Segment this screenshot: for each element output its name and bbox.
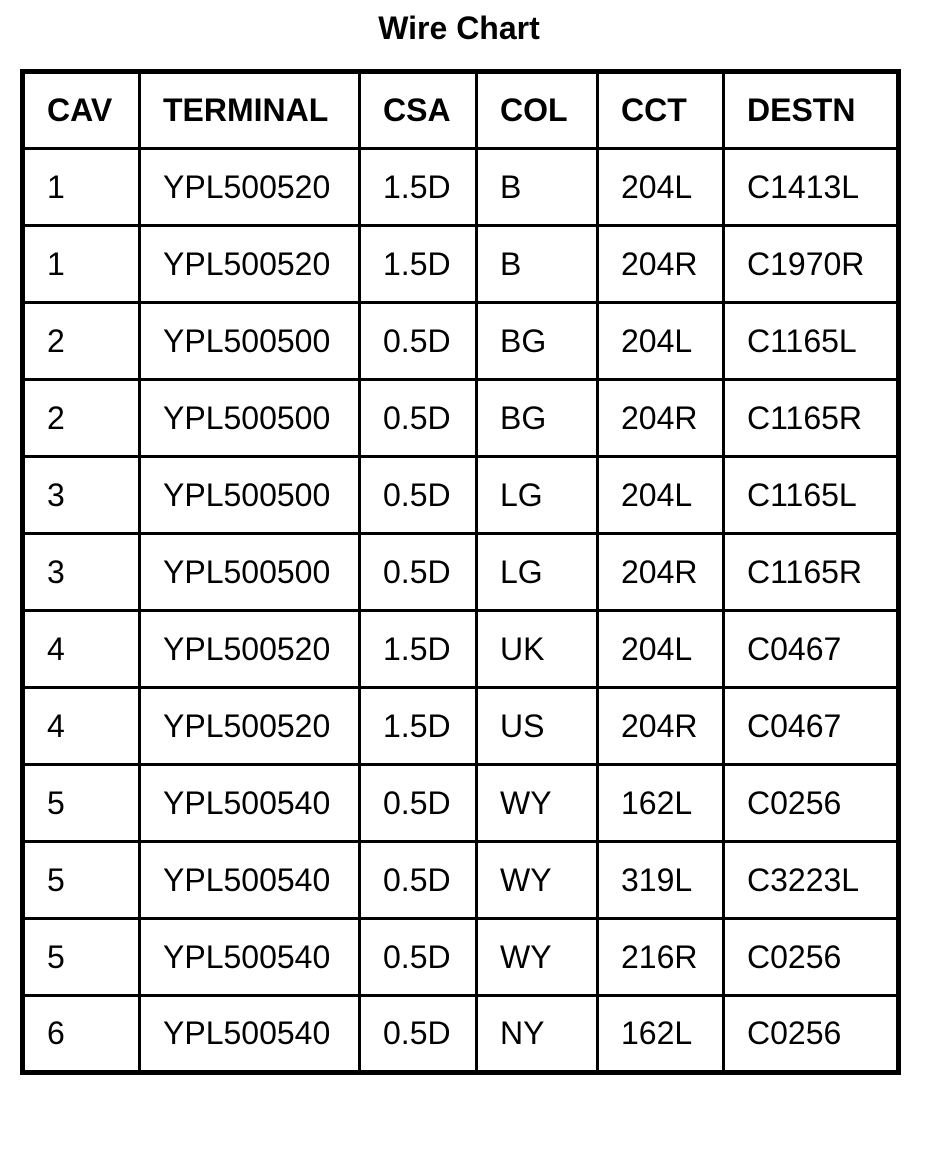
cell-col: BG — [477, 380, 598, 457]
table-row — [23, 380, 899, 457]
cell-cct: 204L — [598, 611, 724, 688]
cell-cav: 3 — [23, 534, 140, 611]
cell-cct: 204R — [598, 380, 724, 457]
cell-cct: 204L — [598, 457, 724, 534]
cell-col: B — [477, 226, 598, 303]
cell-cct: 162L — [598, 996, 724, 1073]
cell-cav: 5 — [23, 842, 140, 919]
cell-col: WY — [477, 919, 598, 996]
cell-cct: 204R — [598, 534, 724, 611]
cell-terminal: YPL500520 — [140, 149, 360, 226]
cell-terminal: YPL500540 — [140, 919, 360, 996]
cell-cav: 4 — [23, 688, 140, 765]
header-terminal: TERMINAL — [140, 72, 360, 149]
cell-cav: 3 — [23, 457, 140, 534]
cell-destn: C0256 — [724, 919, 899, 996]
cell-cav: 1 — [23, 226, 140, 303]
cell-destn: C1165L — [724, 303, 899, 380]
cell-cct: 216R — [598, 919, 724, 996]
cell-terminal: YPL500540 — [140, 996, 360, 1073]
header-col: COL — [477, 72, 598, 149]
table-row — [23, 149, 899, 226]
header-csa: CSA — [360, 72, 477, 149]
cell-destn: C1165L — [724, 457, 899, 534]
cell-col: LG — [477, 534, 598, 611]
cell-cct: 319L — [598, 842, 724, 919]
cell-destn: C1165R — [724, 534, 899, 611]
cell-cct: 204R — [598, 688, 724, 765]
table-row — [23, 919, 899, 996]
cell-destn: C0256 — [724, 765, 899, 842]
cell-destn: C1165R — [724, 380, 899, 457]
cell-csa: 0.5D — [360, 380, 477, 457]
cell-cav: 2 — [23, 380, 140, 457]
header-cct: CCT — [598, 72, 724, 149]
cell-destn: C1970R — [724, 226, 899, 303]
cell-cav: 5 — [23, 919, 140, 996]
cell-col: UK — [477, 611, 598, 688]
cell-col: WY — [477, 765, 598, 842]
cell-csa: 0.5D — [360, 919, 477, 996]
cell-terminal: YPL500540 — [140, 765, 360, 842]
cell-terminal: YPL500520 — [140, 226, 360, 303]
cell-col: BG — [477, 303, 598, 380]
cell-terminal: YPL500520 — [140, 611, 360, 688]
cell-cct: 204L — [598, 149, 724, 226]
header-cav: CAV — [23, 72, 140, 149]
table-row — [23, 534, 899, 611]
cell-destn: C0467 — [724, 688, 899, 765]
cell-csa: 0.5D — [360, 996, 477, 1073]
cell-csa: 1.5D — [360, 611, 477, 688]
cell-destn: C1413L — [724, 149, 899, 226]
cell-terminal: YPL500500 — [140, 380, 360, 457]
page-title: Wire Chart — [378, 10, 540, 46]
cell-terminal: YPL500500 — [140, 457, 360, 534]
cell-cav: 4 — [23, 611, 140, 688]
cell-cav: 1 — [23, 149, 140, 226]
cell-destn: C3223L — [724, 842, 899, 919]
cell-cav: 2 — [23, 303, 140, 380]
cell-destn: C0256 — [724, 996, 899, 1073]
cell-destn: C0467 — [724, 611, 899, 688]
cell-cct: 204R — [598, 226, 724, 303]
table-row — [23, 765, 899, 842]
table-row — [23, 842, 899, 919]
cell-terminal: YPL500540 — [140, 842, 360, 919]
table-body — [23, 149, 899, 1073]
cell-cav: 6 — [23, 996, 140, 1073]
wire-chart-table — [20, 69, 901, 1075]
cell-csa: 1.5D — [360, 149, 477, 226]
cell-cav: 5 — [23, 765, 140, 842]
cell-col: NY — [477, 996, 598, 1073]
cell-terminal: YPL500520 — [140, 688, 360, 765]
cell-csa: 0.5D — [360, 765, 477, 842]
cell-csa: 0.5D — [360, 303, 477, 380]
cell-csa: 0.5D — [360, 457, 477, 534]
cell-csa: 0.5D — [360, 534, 477, 611]
cell-terminal: YPL500500 — [140, 303, 360, 380]
cell-col: WY — [477, 842, 598, 919]
cell-csa: 1.5D — [360, 688, 477, 765]
table-header-row — [23, 72, 899, 149]
table-row — [23, 688, 899, 765]
table-row — [23, 611, 899, 688]
cell-terminal: YPL500500 — [140, 534, 360, 611]
cell-cct: 162L — [598, 765, 724, 842]
cell-col: B — [477, 149, 598, 226]
header-destn: DESTN — [724, 72, 899, 149]
table-row — [23, 457, 899, 534]
cell-col: LG — [477, 457, 598, 534]
table-row — [23, 226, 899, 303]
cell-csa: 1.5D — [360, 226, 477, 303]
cell-csa: 0.5D — [360, 842, 477, 919]
table-row — [23, 303, 899, 380]
cell-cct: 204L — [598, 303, 724, 380]
cell-col: US — [477, 688, 598, 765]
table-row — [23, 996, 899, 1073]
